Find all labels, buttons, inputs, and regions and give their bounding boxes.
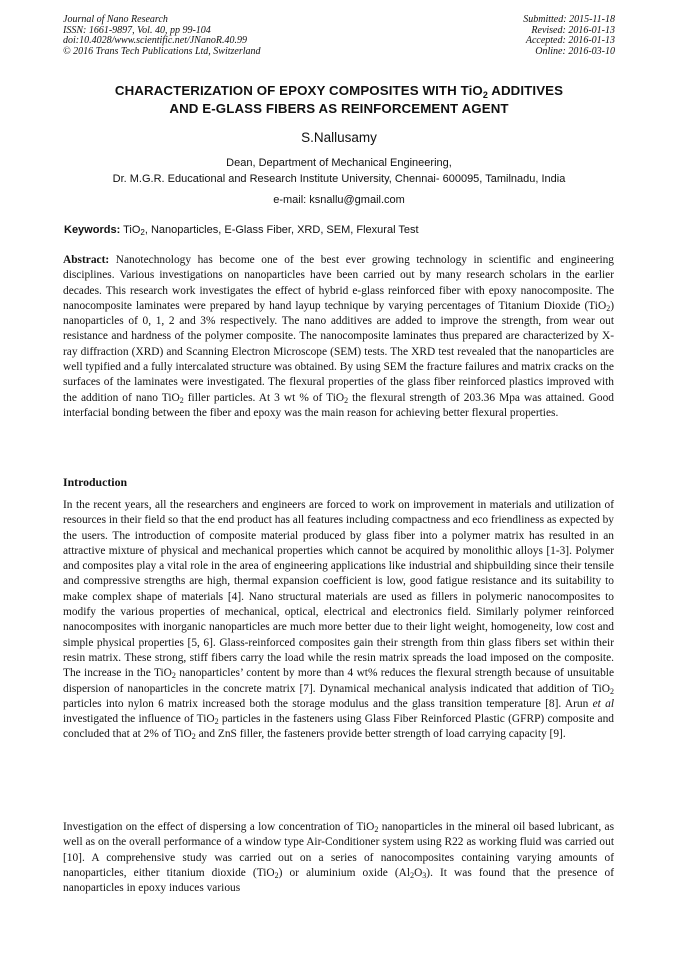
subscript: 2	[410, 870, 415, 880]
title-subscript: 2	[482, 90, 488, 100]
keywords-text: TiO	[120, 224, 141, 236]
abstract-text: ) nanoparticles of 0, 1, 2 and 3% respectively. The nano additives are added to improve the strength, from wear out resistance and hardness of the polymer composite. The nanocomposite laminates thus prepared are characterized by X-ray diffraction (XRD) and Scanning Electron Microscope (SEM) tests. The XRD test revealed that the nanoparticles are well typified and a fully intercalated structure was obtained. By using SEM the fracture failures and matrix cracks on the surfaces of the laminates were investigated. The flexural properties of the glass fiber reinforced plastics improved with the addition of nano TiO	[63, 299, 614, 404]
paragraph-text: particles into nylon 6 matrix increased both the storage modulus and the glass transition temperature [8]. Arun	[63, 697, 593, 710]
keywords-label: Keywords:	[64, 224, 121, 236]
subscript: 2	[606, 303, 611, 313]
paragraph-text: investigated the influence of TiO	[63, 713, 215, 726]
paragraph-text: ) or aluminium oxide (Al	[278, 866, 411, 879]
date-submitted: Submitted: 2015-11-18	[523, 14, 615, 25]
affiliation-line: Dean, Department of Mechanical Engineering,	[226, 157, 452, 169]
keywords	[64, 224, 624, 236]
paragraph-text: particles in the fasteners using Glass Fiber Reinforced Plastic (GFRP) composite and concluded that at 2% of TiO	[63, 713, 614, 741]
paragraph-text: Investigation on the effect of dispersing a low concentration of TiO	[63, 821, 375, 833]
paragraph-text: and ZnS filler, the fasteners provide better strength of load carrying capacity [9].	[195, 728, 566, 741]
abstract-label: Abstract:	[63, 254, 110, 266]
subscript: 2	[610, 686, 614, 696]
journal-doi: doi:10.4028/www.scientific.net/JNanoR.40.99	[63, 35, 247, 46]
journal-name: Journal of Nano Research	[63, 14, 168, 25]
journal-copyright: © 2016 Trans Tech Publications Ltd, Switzerland	[63, 45, 261, 57]
subscript: 3	[422, 870, 427, 880]
date-online: Online: 2016-03-10	[535, 45, 615, 57]
paragraph-text: In the recent years, all the researchers and engineers are forced to work on improvement in materials and utilization of resources in their field so that the end product has all features including compactness and eco friendliness as expected by the users. The introduction of composite material produced by glass fiber into a polymer matrix has resulted in an attractive mixture of physical and mechanical properties which cannot be acquired by monolithic alloys [1-3]. Polymer and composites play a vital role in the area of engineering applications like industrial and shipbuilding since their tensile and compressive strengths are high, thermal expansion coefficient is low, good fatigue resistance and its suitability to make complex shape of materials [4]. Nano structural materials are used as fillers in polymeric nanocomposites to modify the various properties of mechanical, optical, electrical and electronics field. Similarly polymer reinforced nanocomposites with inorganic nanoparticles are much more better due to their light weight, homogeneity, low cost and simple physical properties [5, 6]. Glass-reinforced composites gain their strength from thin glass fibers set within their resin matrix. These strong, stiff fibers carry the load while the resin matrix spreads the load imposed on the composite. The increase in the TiO	[63, 499, 614, 680]
italic-text: et al	[592, 697, 614, 710]
subscript: 2	[191, 732, 196, 742]
keywords-text: , Nanoparticles, E-Glass Fiber, XRD, SEM, Flexural Test	[144, 224, 419, 236]
subscript: 2	[214, 717, 219, 727]
subscript: 2	[344, 395, 349, 405]
affiliation-line: Dr. M.G.R. Educational and Research Institute University, Chennai- 600095, Tamilnadu, India	[112, 173, 566, 185]
abstract-text: the flexural strength of 203.36 Mpa was attained. Good interfacial bonding between the fiber and epoxy was the main reason for achieving better flexural properties.	[63, 391, 614, 419]
journal-issn: ISSN: 1661-9897, Vol. 40, pp 99-104	[63, 24, 211, 36]
author-name: S.Nallusamy	[301, 130, 377, 145]
title-line-2: AND E-GLASS FIBERS AS REINFORCEMENT AGENT	[169, 101, 509, 116]
paragraph-text: O	[414, 866, 423, 879]
abstract-text: filler particles. At 3 wt % of TiO	[183, 391, 345, 404]
abstract-text: Nanotechnology has become one of the best ever growing technology in scientific and engineering disciplines. Various investigations on nanoparticles have been carried out by many research scholars in the earlier decades. This research work investigates the effect of hybrid e-glass reinforced fiber with epoxy nanocomposite. The nanocomposite laminates were prepared by hand layup technique by varying percentages of Titanium Dioxide (TiO	[63, 254, 614, 312]
paragraph-text: ). It was found that the presence of nanoparticles in epoxy induces various	[63, 866, 614, 895]
section-heading-introduction: Introduction	[63, 475, 128, 489]
intro-paragraph-2	[63, 820, 614, 896]
title-text: CHARACTERIZATION OF EPOXY COMPOSITES WITH TiO	[114, 83, 483, 98]
paragraph-text: nanoparticles’ content by more than 4 wt% reduces the flexural strength because of unsuitable dispersion of nanoparticles in the concrete matrix [7]. Dynamical mechanical analysis indicated that addition of TiO	[63, 667, 614, 695]
journal-info	[63, 15, 261, 57]
keywords-subscript: 2	[140, 228, 145, 237]
subscript: 2	[274, 870, 279, 880]
subscript: 2	[374, 825, 379, 834]
abstract	[63, 253, 614, 421]
subscript: 2	[179, 395, 184, 405]
paper-title	[40, 82, 638, 118]
author-affiliation	[0, 155, 678, 187]
title-line-1	[40, 82, 638, 100]
paragraph-text: nanoparticles in the mineral oil based lubricant, as well as on the overall performance of a window type Air-Conditioner system using R22 as working fluid was carried out [10]. A comprehensive study was carried out on a series of nanocomposites containing varying amounts of nanoparticles, either titanium dioxide (TiO	[63, 821, 615, 879]
subscript: 2	[171, 671, 176, 681]
publication-dates	[523, 15, 615, 57]
date-revised: Revised: 2016-01-13	[531, 24, 615, 36]
title-text: ADDITIVES	[487, 83, 564, 98]
date-accepted: Accepted: 2016-01-13	[525, 35, 615, 46]
author-email: e-mail: ksnallu@gmail.com	[273, 194, 405, 206]
intro-paragraph-1	[63, 498, 614, 743]
